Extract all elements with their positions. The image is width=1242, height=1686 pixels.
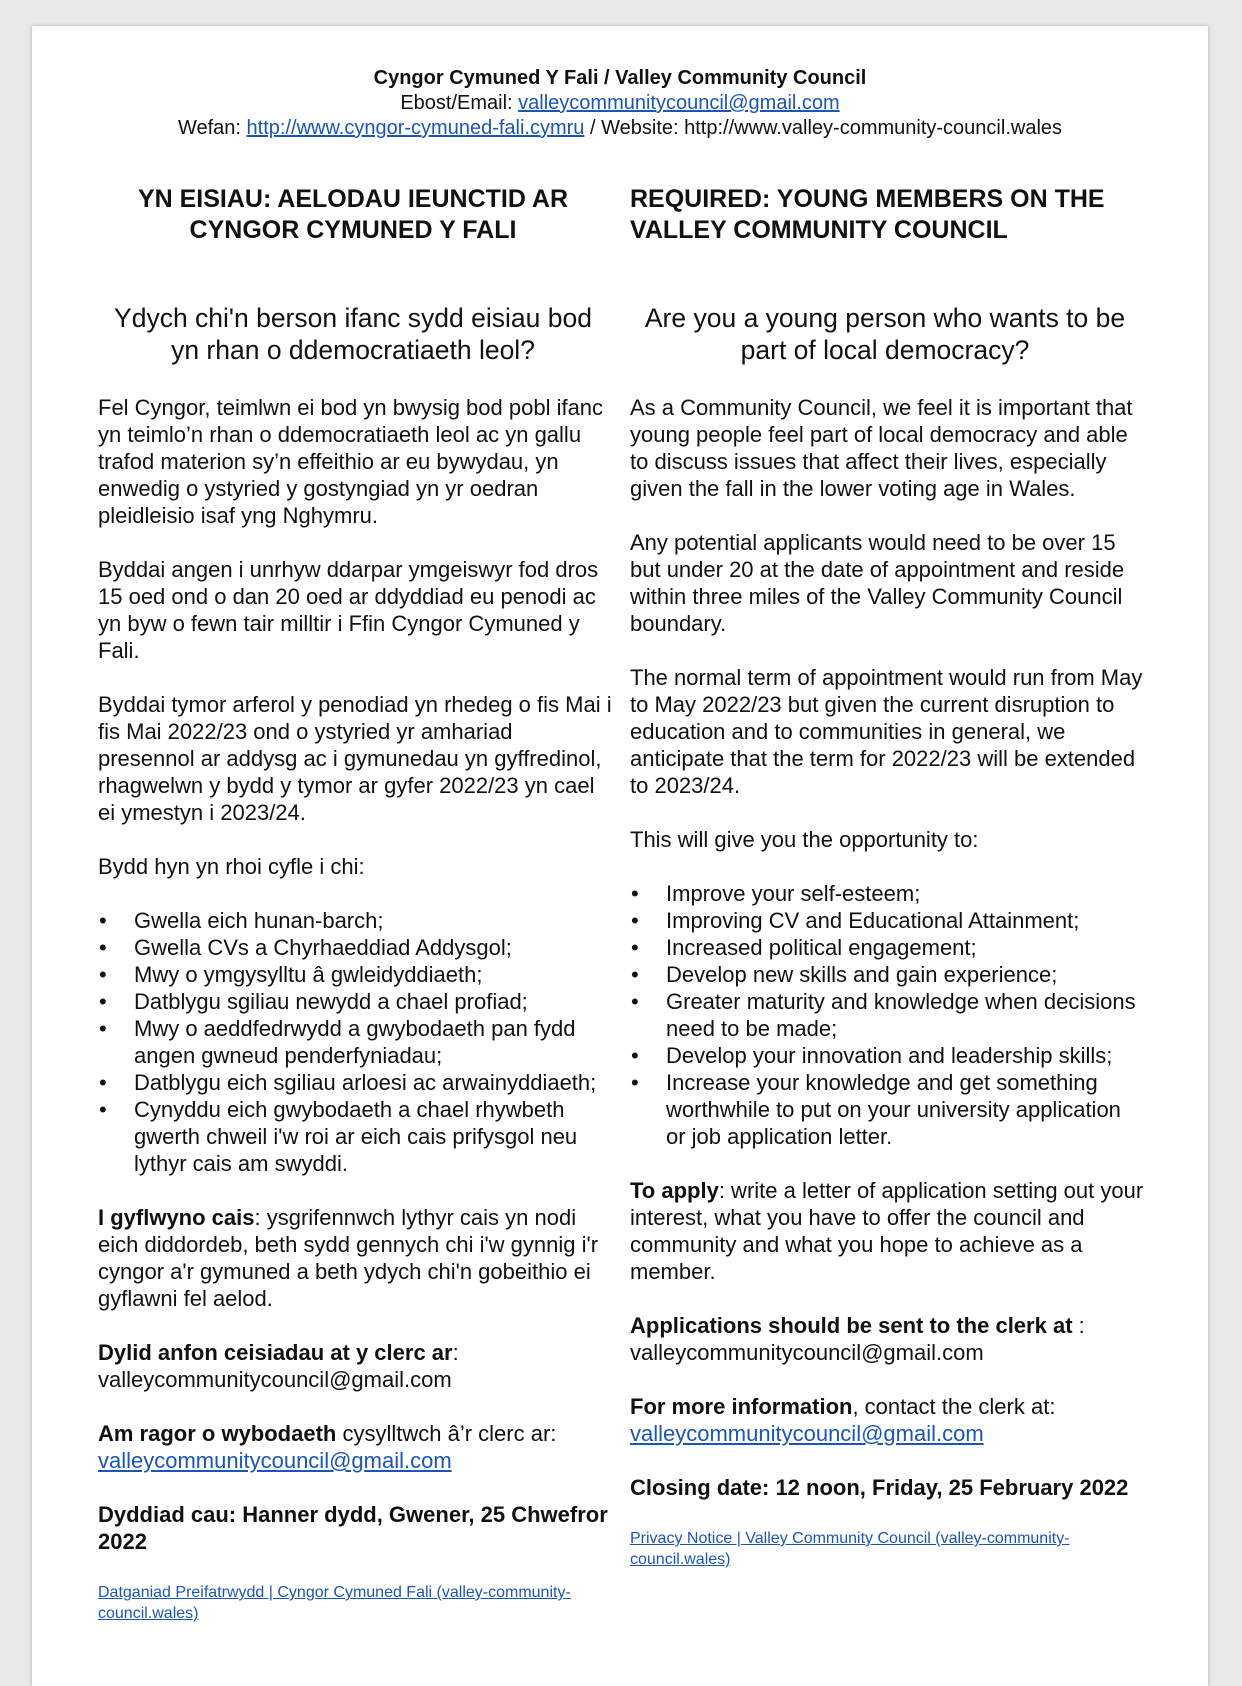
- english-benefits-list: [630, 880, 1144, 1150]
- list-item: [98, 961, 612, 988]
- english-info-text: , contact the clerk at:: [852, 1394, 1056, 1419]
- list-item-text: Improving CV and Educational Attainment;: [666, 908, 1080, 933]
- welsh-apply-label: I gyflwyno cais: [98, 1205, 255, 1230]
- english-privacy-paragraph: [630, 1528, 1144, 1570]
- welsh-apply-text: : ysgrifennwch lythyr cais yn nodi eich diddordeb, beth sydd gennych chi i'w gynnig i'r cyngor a'r gymuned a beth ydych chi'n gobeithio ei gyflawni fel aelod.: [98, 1205, 599, 1311]
- website-line: [32, 116, 1208, 141]
- email-prefix: Ebost/Email:: [400, 92, 519, 114]
- english-info-email-link[interactable]: valleycommunitycouncil@gmail.com: [630, 1421, 984, 1446]
- welsh-list-intro: Bydd hyn yn rhoi cyfle i chi:: [98, 854, 365, 879]
- welsh-info-paragraph: [98, 1420, 612, 1474]
- welsh-closing-date: Dyddiad cau: Hanner dydd, Gwener, 25 Chwefror 2022: [98, 1502, 608, 1554]
- list-item-text: Develop your innovation and leadership skills;: [666, 1043, 1113, 1068]
- welsh-privacy-link[interactable]: Datganiad Preifatrwydd | Cyngor Cymuned Fali (valley-community-council.wales): [98, 1584, 571, 1622]
- list-item-text: Gwella CVs a Chyrhaeddiad Addysgol;: [134, 935, 512, 960]
- bullet-glyph: •: [99, 908, 107, 933]
- welsh-question: Ydych chi'n berson ifanc sydd eisiau bod yn rhan o ddemocratiaeth leol?: [114, 303, 592, 365]
- bullet-glyph: •: [631, 935, 639, 960]
- list-item: [98, 1015, 612, 1069]
- bullet-glyph: •: [99, 935, 107, 960]
- english-paragraph-1: As a Community Council, we feel it is important that young people feel part of local democracy and able to discuss issues that affect their lives, especially given the fall in the lower voting age in Wales.: [630, 395, 1133, 501]
- bullet-glyph: •: [99, 1097, 107, 1122]
- letterhead: [32, 66, 1208, 141]
- english-paragraph-2: Any potential applicants would need to be over 15 but under 20 at the date of appointment and reside within three miles of the Valley Community Council boundary.: [630, 530, 1125, 636]
- welsh-apply-paragraph: [98, 1204, 612, 1312]
- english-body: [630, 394, 1144, 1570]
- bullet-glyph: •: [99, 989, 107, 1014]
- bullet-glyph: •: [99, 1070, 107, 1095]
- list-item: [630, 961, 1144, 988]
- welsh-info-text: cysylltwch â’r clerc ar:: [336, 1421, 557, 1446]
- bullet-glyph: •: [631, 908, 639, 933]
- list-item: [630, 934, 1144, 961]
- bullet-glyph: •: [99, 1016, 107, 1041]
- list-item-text: Gwella eich hunan-barch;: [134, 908, 384, 933]
- welsh-title: YN EISIAU: AELODAU IEUNCTID AR CYNGOR CYMUNED Y FALI: [137, 185, 569, 244]
- english-send-colon: :: [1072, 1313, 1085, 1338]
- welsh-column: [98, 184, 612, 1622]
- welsh-info-label: Am ragor o wybodaeth: [98, 1421, 337, 1446]
- list-item-text: Improve your self-esteem;: [666, 881, 921, 906]
- list-item: [98, 907, 612, 934]
- welsh-send-paragraph: [98, 1339, 612, 1393]
- list-item: [630, 1042, 1144, 1069]
- list-item-text: Datblygu sgiliau newydd a chael profiad;: [134, 989, 528, 1014]
- english-question: Are you a young person who wants to be part of local democracy?: [644, 303, 1126, 365]
- bullet-glyph: •: [631, 881, 639, 906]
- email-line: [32, 91, 1208, 116]
- english-apply-text: : write a letter of application setting out your interest, what you have to offer the council and community and what you hope to achieve as a member.: [630, 1178, 1144, 1284]
- english-privacy-link[interactable]: Privacy Notice | Valley Community Council (valley-community-council.wales): [630, 1530, 1070, 1568]
- english-send-label: Applications should be sent to the clerk at: [630, 1313, 1073, 1338]
- bullet-glyph: •: [631, 989, 639, 1014]
- english-info-label: For more information: [630, 1394, 853, 1419]
- list-item: [98, 934, 612, 961]
- english-paragraph-3: The normal term of appointment would run from May to May 2022/23 but given the current disruption to education and to communities in general, we anticipate that the term for 2022/23 will be extended to 2023/24.: [630, 665, 1143, 798]
- list-item-text: Datblygu eich sgiliau arloesi ac arwainyddiaeth;: [134, 1070, 597, 1095]
- english-apply-paragraph: [630, 1177, 1144, 1285]
- english-column: [630, 184, 1144, 1568]
- list-item: [630, 1069, 1144, 1150]
- document-page: [32, 26, 1208, 1686]
- bullet-glyph: •: [631, 1070, 639, 1095]
- english-closing-date: Closing date: 12 noon, Friday, 25 February 2022: [630, 1475, 1129, 1500]
- welsh-paragraph-1: Fel Cyngor, teimlwn ei bod yn bwysig bod pobl ifanc yn teimlo’n rhan o ddemocratiaeth leol ac yn gallu trafod materion sy’n effeithio ar eu bywydau, yn enwedig o ystyried y gostyngiad yn yr oedran pleidleisio isaf yng Nghymru.: [98, 395, 604, 528]
- list-item-text: Mwy o ymgysylltu â gwleidyddiaeth;: [134, 962, 483, 987]
- welsh-privacy-paragraph: [98, 1582, 612, 1624]
- welsh-website-link[interactable]: http://www.cyngor-cymuned-fali.cymru: [246, 117, 585, 139]
- list-item-text: Mwy o aeddfedrwydd a gwybodaeth pan fydd angen gwneud penderfyniadau;: [134, 1016, 576, 1068]
- welsh-body: [98, 394, 612, 1624]
- list-item-text: Develop new skills and gain experience;: [666, 962, 1058, 987]
- list-item: [630, 988, 1144, 1042]
- header-email-link[interactable]: valleycommunitycouncil@gmail.com: [518, 92, 840, 114]
- bullet-glyph: •: [99, 962, 107, 987]
- bullet-glyph: •: [631, 962, 639, 987]
- welsh-paragraph-3: Byddai tymor arferol y penodiad yn rhedeg o fis Mai i fis Mai 2022/23 ond o ystyried yr amhariad presennol ar addysg ac i gymunedau yn gyffredinol, rhagwelwn y bydd y tymor ar gyfer 2022/23 yn cael ei ymestyn i 2023/24.: [98, 692, 612, 825]
- english-info-paragraph: [630, 1393, 1144, 1447]
- list-item: [98, 988, 612, 1015]
- welsh-send-colon: :: [452, 1340, 459, 1365]
- english-title: REQUIRED: YOUNG MEMBERS ON THE VALLEY COMMUNITY COUNCIL: [630, 185, 1105, 244]
- welsh-send-label: Dylid anfon ceisiadau at y clerc ar: [98, 1340, 453, 1365]
- english-send-paragraph: [630, 1312, 1144, 1366]
- welsh-send-email: valleycommunitycouncil@gmail.com: [98, 1367, 452, 1392]
- english-list-intro: This will give you the opportunity to:: [630, 827, 979, 852]
- web-suffix: / Website: http://www.valley-community-council.wales: [584, 117, 1063, 139]
- welsh-paragraph-2: Byddai angen i unrhyw ddarpar ymgeiswyr fod dros 15 oed ond o dan 20 oed ar ddyddiad eu penodi ac yn byw o fewn tair milltir i Ffin Cyngor Cymuned y Fali.: [98, 557, 599, 663]
- list-item: [630, 880, 1144, 907]
- org-name: Cyngor Cymuned Y Fali / Valley Community Council: [373, 67, 867, 89]
- list-item: [630, 907, 1144, 934]
- list-item-text: Greater maturity and knowledge when decisions need to be made;: [666, 989, 1136, 1041]
- bullet-glyph: •: [631, 1043, 639, 1068]
- english-apply-label: To apply: [630, 1178, 719, 1203]
- list-item: [98, 1096, 612, 1177]
- list-item-text: Cynyddu eich gwybodaeth a chael rhywbeth gwerth chweil i'w roi ar eich cais prifysgol neu lythyr cais am swyddi.: [134, 1097, 578, 1176]
- list-item: [98, 1069, 612, 1096]
- list-item-text: Increased political engagement;: [666, 935, 977, 960]
- web-prefix: Wefan:: [177, 117, 247, 139]
- welsh-info-email-link[interactable]: valleycommunitycouncil@gmail.com: [98, 1448, 452, 1473]
- welsh-benefits-list: [98, 907, 612, 1177]
- list-item-text: Increase your knowledge and get something worthwhile to put on your university application or job application letter.: [666, 1070, 1121, 1149]
- english-send-email: valleycommunitycouncil@gmail.com: [630, 1340, 984, 1365]
